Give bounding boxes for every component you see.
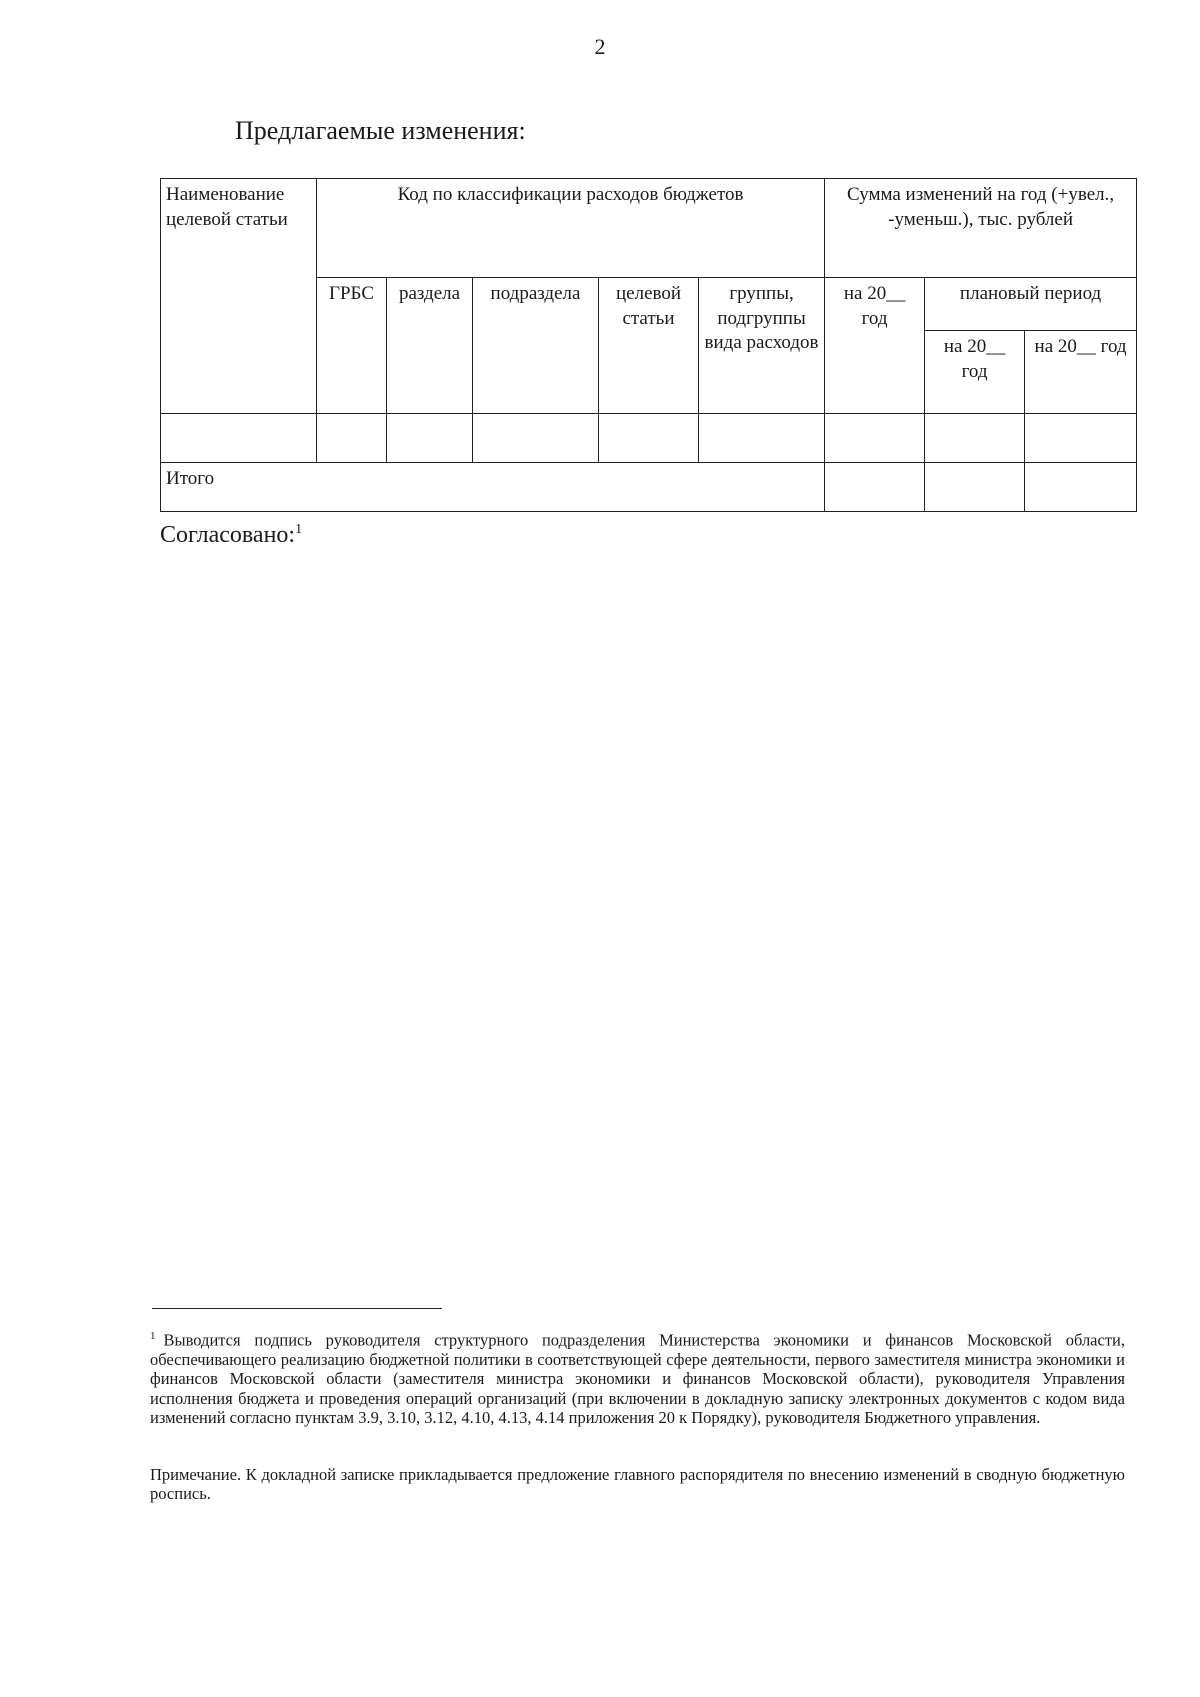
header-sum-group: Сумма изменений на год (+увел., -уменьш.), тыс. рублей (825, 179, 1137, 278)
header-plan-year-2: на 20__ год (1025, 331, 1137, 414)
table-cell (387, 414, 473, 463)
table-cell (161, 414, 317, 463)
changes-table (160, 178, 1137, 512)
header-section: раздела (387, 278, 473, 414)
total-label: Итого (161, 463, 825, 512)
header-target-name: Наименование целевой статьи (161, 179, 317, 414)
section-title: Предлагаемые изменения: (235, 116, 526, 145)
total-plan-year-2-cell (1025, 463, 1137, 512)
table-cell (473, 414, 599, 463)
footnote-divider (152, 1308, 442, 1309)
table-cell (599, 414, 699, 463)
total-year-cell (825, 463, 925, 512)
footnote-reference: 1 (295, 522, 303, 537)
table-cell (699, 414, 825, 463)
table-cell (317, 414, 387, 463)
page-number: 2 (594, 34, 606, 59)
total-row (161, 463, 1137, 512)
agreed-label (160, 522, 302, 549)
footnote-mark: 1 (150, 1330, 156, 1342)
header-code-group: Код по классификации расходов бюджетов (317, 179, 825, 278)
header-year: на 20__ год (825, 278, 925, 414)
header-subsection: подраздела (473, 278, 599, 414)
table-cell (825, 414, 925, 463)
header-expense-groups: группы, подгруппы вида расходов (699, 278, 825, 414)
footnote-text: Выводится подпись руководителя структурного подразделения Министерства экономики и финансов Московской области, обеспечивающего реализацию бюджетной политики в соответствующей сфере деятельности, первого заместителя министра экономики и финансов Московской области (заместителя министра экономики и финансов Московской области), руководителя Управления исполнения бюджета и проведения операций организаций (при включении в докладную записку электронных документов с кодом вида изменений согласно пунктам 3.9, 3.10, 3.12, 4.10, 4.13, 4.14 приложения 20 к Порядку), руководителя Бюджетного управления. (150, 1330, 1125, 1428)
header-grbs: ГРБС (317, 278, 387, 414)
table-cell (925, 414, 1025, 463)
header-plan-year-1: на 20__ год (925, 331, 1025, 414)
header-target-article: целевой статьи (599, 278, 699, 414)
table-cell (1025, 414, 1137, 463)
note-text: Примечание. К докладной записке прикладывается предложение главного распорядителя по внесению изменений в сводную бюджетную роспись. (150, 1465, 1125, 1504)
total-plan-year-1-cell (925, 463, 1025, 512)
agreed-text: Согласовано: (160, 522, 296, 548)
table-row (161, 414, 1137, 463)
header-plan-period: плановый период (925, 278, 1137, 331)
footnote (150, 1330, 1125, 1428)
